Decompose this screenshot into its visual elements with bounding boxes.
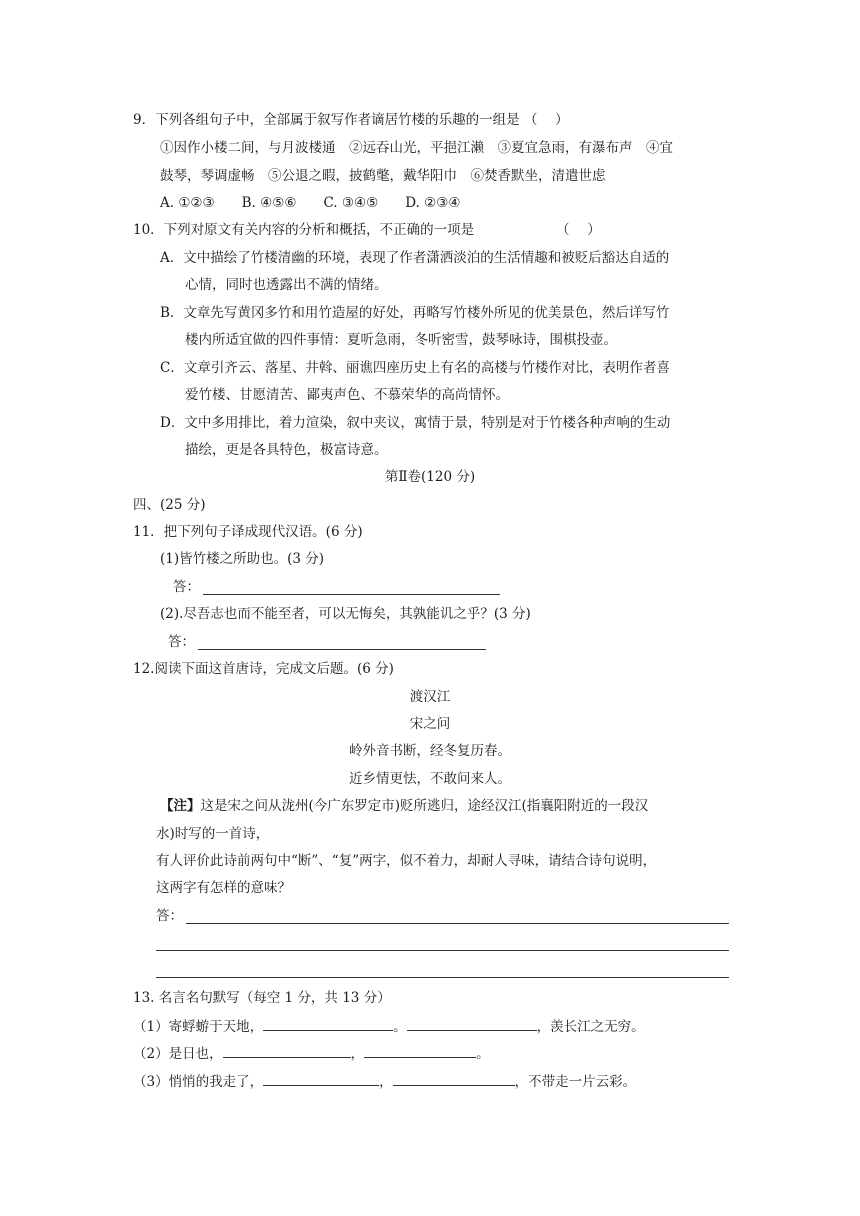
q9-stem: 9．下列各组句子中，全部属于叙写作者谪居竹楼的乐趣的一组是 （ ） (133, 112, 569, 128)
poem-line-2: 近乡情更怯，不敢问来人。 (349, 771, 511, 787)
q12-note-text: 这是宋之问从泷州(今广东罗定市)贬所逃归，途经汉江(指襄阳附近的一段汉 (200, 798, 649, 814)
q13-stem: 13. 名言名句默写（每空 1 分，共 13 分） (133, 990, 391, 1006)
q13-1-blank-1[interactable] (263, 1016, 393, 1031)
q13-3-blank-2[interactable] (393, 1071, 515, 1086)
q10-option-c-line2: 爱竹楼、甘愿清苦、鄙夷声色、不慕荣华的高尚情怀。 (185, 387, 509, 403)
q12-answer-label: 答： (156, 908, 183, 924)
q13-2-prefix: （2）是日也， (133, 1046, 223, 1062)
q11-sentence-2: (2).尽吾志也而不能至者，可以无悔矣，其孰能讥之乎？(3 分) (160, 606, 531, 622)
q12-note-line2: 水)时写的一首诗， (156, 826, 270, 842)
q13-3-blank-1[interactable] (263, 1071, 379, 1086)
poem-title: 渡汉江 (409, 689, 451, 705)
q13-3-suffix: ，不带走一片云彩。 (514, 1074, 637, 1090)
q13-1-prefix: （1）寄蜉蝣于天地， (133, 1019, 264, 1035)
q12-answer-line-3[interactable] (156, 977, 729, 978)
q10-option-a-line2: 心情，同时也透露出不满的情绪。 (185, 277, 388, 293)
q9-items-line2: 鼓琴，琴调虚畅 ⑤公退之暇，披鹤氅，戴华阳巾 ⑥焚香默坐，清遣世虑 (160, 168, 606, 184)
q13-item-2 (133, 1043, 490, 1064)
q10-option-d-line2: 描绘，更是各具特色，极富诗意。 (185, 442, 388, 458)
q10-option-b-line1: B．文章先写黄冈多竹和用竹造屋的好处，再略写竹楼外所见的优美景色，然后详写竹 (160, 305, 670, 321)
q13-2-sep: ， (350, 1046, 365, 1062)
q13-1-suffix: ，羡长江之无穷。 (536, 1019, 645, 1035)
q13-2-blank-2[interactable] (364, 1043, 476, 1058)
q13-item-1 (133, 1016, 645, 1037)
q10-option-c-line1: C．文章引齐云、落星、井斡、丽谯四座历史上有名的高楼与竹楼作对比，表明作者喜 (160, 360, 670, 376)
section-2-title: 第Ⅱ卷(120 分) (384, 469, 476, 485)
q13-1-sep: 。 (393, 1019, 407, 1035)
q10-option-d-line1: D．文中多用排比，着力渲染，叙中夹议，寓情于景，特别是对于竹楼各种声响的生动 (160, 415, 671, 431)
q9-items-line1: ①因作小楼二间，与月波楼通 ②远吞山光，平挹江濑 ③夏宜急雨，有瀑布声 ④宜 (160, 140, 673, 156)
q10-option-b-line2: 楼内所适宜做的四件事情：夏听急雨，冬听密雪，鼓琴咏诗，围棋投壶。 (185, 332, 617, 348)
q12-question-line1: 有人评价此诗前两句中“断”、“复”两字，似不着力，却耐人寻味，请结合诗句说明， (156, 853, 657, 869)
q10-stem: 10．下列对原文有关内容的分析和概括，不正确的一项是 (133, 222, 475, 238)
q13-3-prefix: （3）悄悄的我走了， (133, 1074, 264, 1090)
poem-line-1: 岭外音书断，经冬复历春。 (349, 743, 511, 759)
q11-answer-2-line[interactable] (198, 649, 486, 650)
q12-stem: 12.阅读下面这首唐诗，完成文后题。(6 分) (133, 661, 394, 677)
q12-answer-line-2[interactable] (156, 950, 729, 951)
q11-answer-1-label: 答： (173, 579, 200, 595)
note-label: 【注】 (160, 798, 201, 814)
q13-2-suffix: 。 (476, 1046, 490, 1062)
q11-answer-2-label: 答： (168, 634, 195, 650)
q12-answer-line-1[interactable] (186, 923, 729, 924)
q11-sentence-1: (1)皆竹楼之所助也。(3 分) (160, 551, 325, 567)
q11-answer-1-line[interactable] (203, 594, 500, 595)
q11-stem: 11．把下列句子译成现代汉语。(6 分) (133, 524, 363, 540)
q13-3-sep: ， (379, 1074, 393, 1090)
q12-question-line2: 这两字有怎样的意味？ (156, 880, 291, 896)
q13-2-blank-1[interactable] (223, 1043, 351, 1058)
q9-options: A. ①②③ B. ④⑤⑥ C. ③④⑤ D. ②③④ (160, 195, 461, 211)
q13-item-3 (133, 1071, 636, 1092)
q10-answer-paren: （ ） (556, 222, 601, 238)
poem-author: 宋之问 (409, 716, 451, 732)
q13-1-blank-2[interactable] (407, 1016, 537, 1031)
q12-note-line1 (160, 796, 648, 816)
part-4-heading: 四、(25 分) (133, 497, 206, 513)
q10-option-a-line1: A．文中描绘了竹楼清幽的环境，表现了作者潇洒淡泊的生活情趣和被贬后豁达自适的 (160, 250, 670, 266)
